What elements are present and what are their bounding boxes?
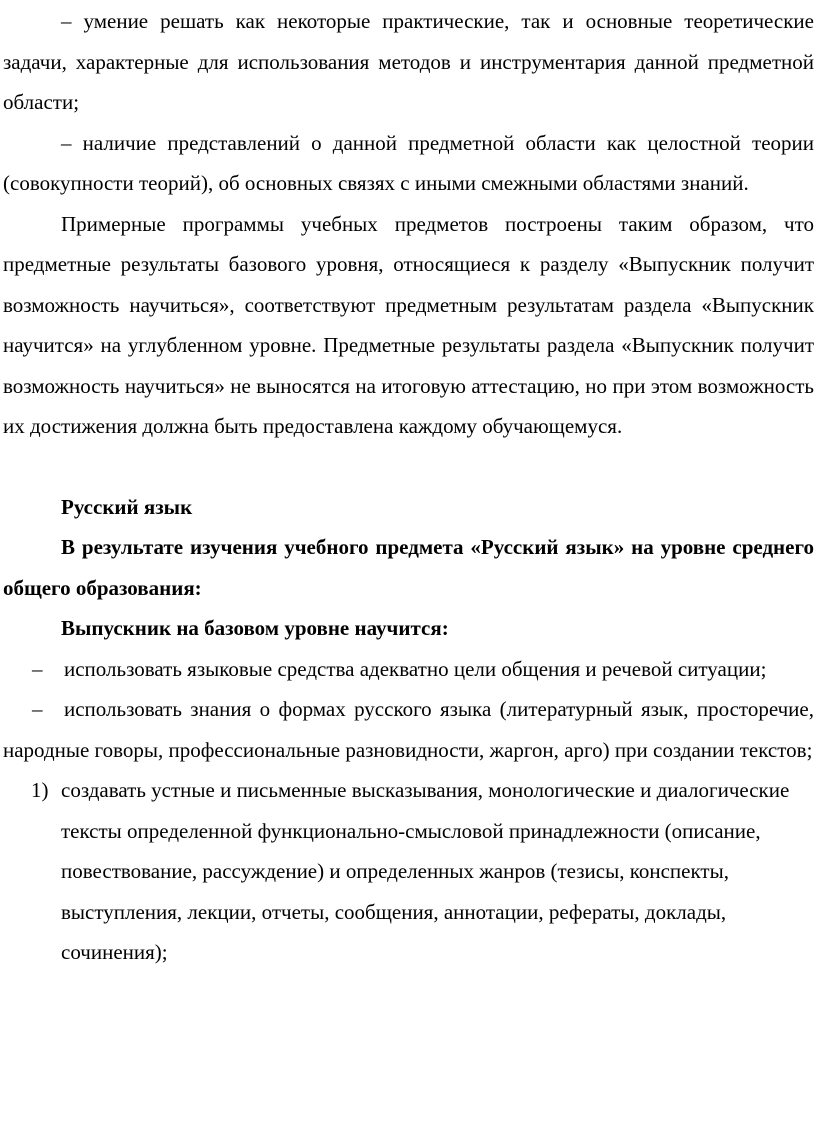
section-spacer — [3, 447, 814, 487]
list-item — [3, 649, 814, 690]
numbered-list-item — [3, 770, 814, 973]
list-number: 1) — [31, 778, 49, 802]
list-item-text: использовать знания о формах русского языка (литературный язык, просторечие, народные говоры, профессиональные разновидности, жаргон, арго) при создании текстов; — [3, 697, 814, 762]
list-item — [3, 689, 814, 770]
dash-marker: – — [32, 697, 43, 721]
dash-marker: – — [32, 656, 43, 681]
list-item-text: использовать языковые средства адекватно цели общения и речевой ситуации; — [64, 656, 767, 681]
paragraph-skills: – умение решать как некоторые практические, так и основные теоретические задачи, характерные для использования методов и инструментария данной предметной области; — [3, 9, 814, 114]
paragraph-programs: Примерные программы учебных предметов построены таким образом, что предметные результаты базового уровня, относящиеся к разделу «Выпускник получит возможность научиться», соответствуют предметным результатам раздела «Выпускник научится» на углубленном уровне. Предметные результаты раздела «Выпускник получит возможность научиться» не выносятся на итоговую аттестацию, но при этом возможность их достижения должна быть предоставлена каждому обучающемуся. — [3, 211, 814, 438]
list-item-text: создавать устные и письменные высказывания, монологические и диалогические тексты определенной функционально-смысловой принадлежности (описание, повествование, рассуждение) и определенных жанров (тезисы, конспекты, выступления, лекции, отчеты, сообщения, аннотации, рефераты, доклады, сочинения); — [61, 778, 790, 964]
section-subheading: Выпускник на базовом уровне научится: — [61, 616, 449, 640]
section-title: Русский язык — [61, 494, 193, 519]
paragraph-knowledge: – наличие представлений о данной предметной области как целостной теории (совокупности теорий), об основных связях с иными смежными областями знаний. — [3, 130, 814, 195]
section-intro: В результате изучения учебного предмета «Русский язык» на уровне среднего общего образования: — [3, 535, 814, 600]
